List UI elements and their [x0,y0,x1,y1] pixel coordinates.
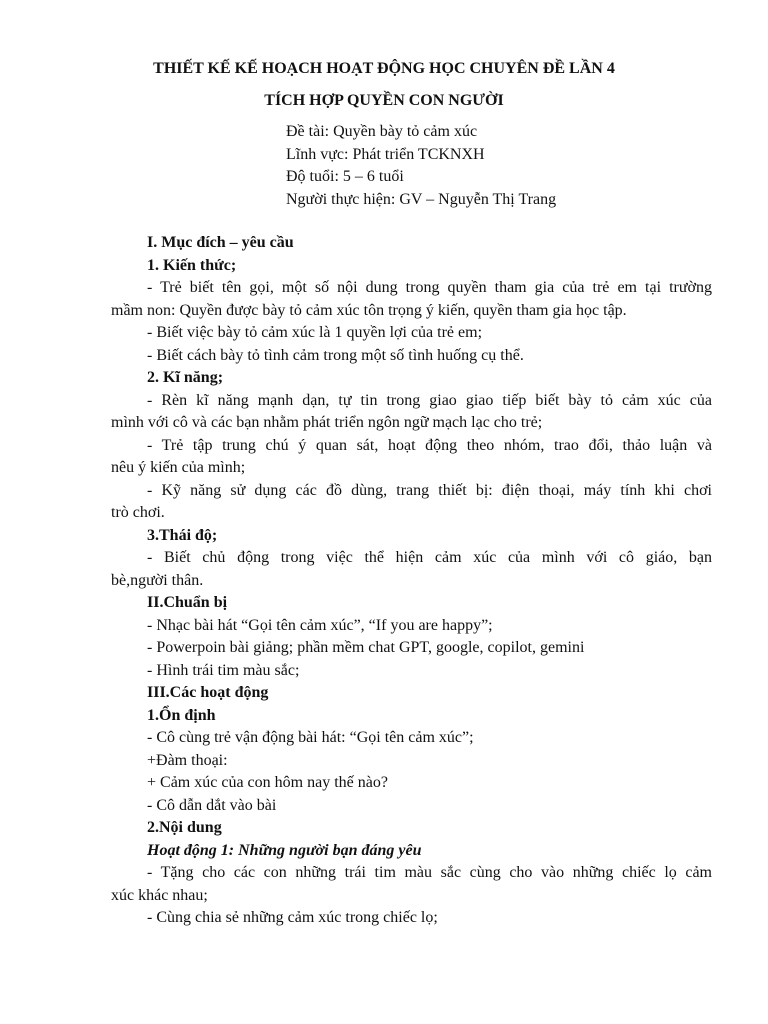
document-title: THIẾT KẾ KẾ HOẠCH HOẠT ĐỘNG HỌC CHUYÊN ĐỀ LẦN 4 [153,60,615,77]
subsection-heading: 3.Thái độ; [147,526,218,544]
lesson-info [286,121,556,211]
paragraph-line: - Biết cách bày tỏ tình cảm trong một số tình huống cụ thể. [147,346,524,364]
list-item: - Powerpoin bài giảng; phần mềm chat GPT, google, copilot, gemini [147,639,585,656]
list-item: - Cô cùng trẻ vận động bài hát: “Gọi tên cảm xúc”; [147,729,474,746]
topic-line: Đề tài: Quyền bày tỏ cảm xúc [286,123,478,140]
list-item: +Đàm thoại: [147,751,228,769]
activity-heading: Hoạt động 1: Những người bạn đáng yêu [147,841,422,859]
paragraph-line: xúc khác nhau; [111,886,208,904]
field-line: Lĩnh vực: Phát triển TCKNXH [286,145,485,163]
list-item: - Nhạc bài hát “Gọi tên cảm xúc”, “If you are happy”; [147,616,493,634]
list-item: + Cảm xúc của con hôm nay thế nào? [147,774,388,791]
paragraph-line: - Rèn kĩ năng mạnh dạn, tự tin trong giao giao tiếp biết bày tỏ cảm xúc của [147,391,712,409]
section-heading: II.Chuẩn bị [147,594,228,611]
subsection-heading: 1. Kiến thức; [147,256,237,274]
paragraph-line: nêu ý kiến của mình; [111,459,246,476]
paragraph-line: - Trẻ biết tên gọi, một số nội dung trong quyền tham gia của trẻ em tại trường [147,279,712,296]
document-body [111,232,712,930]
section-heading: I. Mục đích – yêu cầu [147,234,294,251]
paragraph-line: trò chơi. [111,504,165,521]
paragraph-line: - Trẻ tập trung chú ý quan sát, hoạt động theo nhóm, trao đổi, thảo luận và [147,436,712,454]
paragraph-line: - Kỹ năng sử dụng các đồ dùng, trang thiết bị: điện thoại, máy tính khi chơi [147,481,712,499]
age-line: Độ tuổi: 5 – 6 tuổi [286,168,404,185]
paragraph-line: - Cùng chia sẻ những cảm xúc trong chiếc lọ; [147,909,438,926]
subsection-heading: 2.Nội dung [147,819,222,836]
list-item: - Cô dẫn dắt vào bài [147,796,277,814]
subsection-heading: 2. Kĩ năng; [147,369,224,386]
subsection-heading: 1.Ổn định [147,706,216,724]
paragraph-line: mình với cô và các bạn nhằm phát triển ngôn ngữ mạch lạc cho trẻ; [111,414,543,431]
paragraph-line: bè,người thân. [111,571,204,589]
teacher-line: Người thực hiện: GV – Nguyễn Thị Trang [286,190,557,208]
paragraph-line: - Biết việc bày tỏ cảm xúc là 1 quyền lợi của trẻ em; [147,324,483,341]
section-heading: III.Các hoạt động [147,684,269,701]
paragraph-line: mầm non: Quyền được bày tỏ cảm xúc tôn trọng ý kiến, quyền tham gia học tập. [111,301,627,319]
paragraph-line: - Tặng cho các con những trái tim màu sắc cùng cho vào những chiếc lọ cảm [147,864,712,881]
document-subtitle: TÍCH HỢP QUYỀN CON NGƯỜI [264,92,504,109]
list-item: - Hình trái tim màu sắc; [147,661,300,679]
paragraph-line: - Biết chủ động trong việc thể hiện cảm xúc của mình với cô giáo, bạn [147,549,712,566]
